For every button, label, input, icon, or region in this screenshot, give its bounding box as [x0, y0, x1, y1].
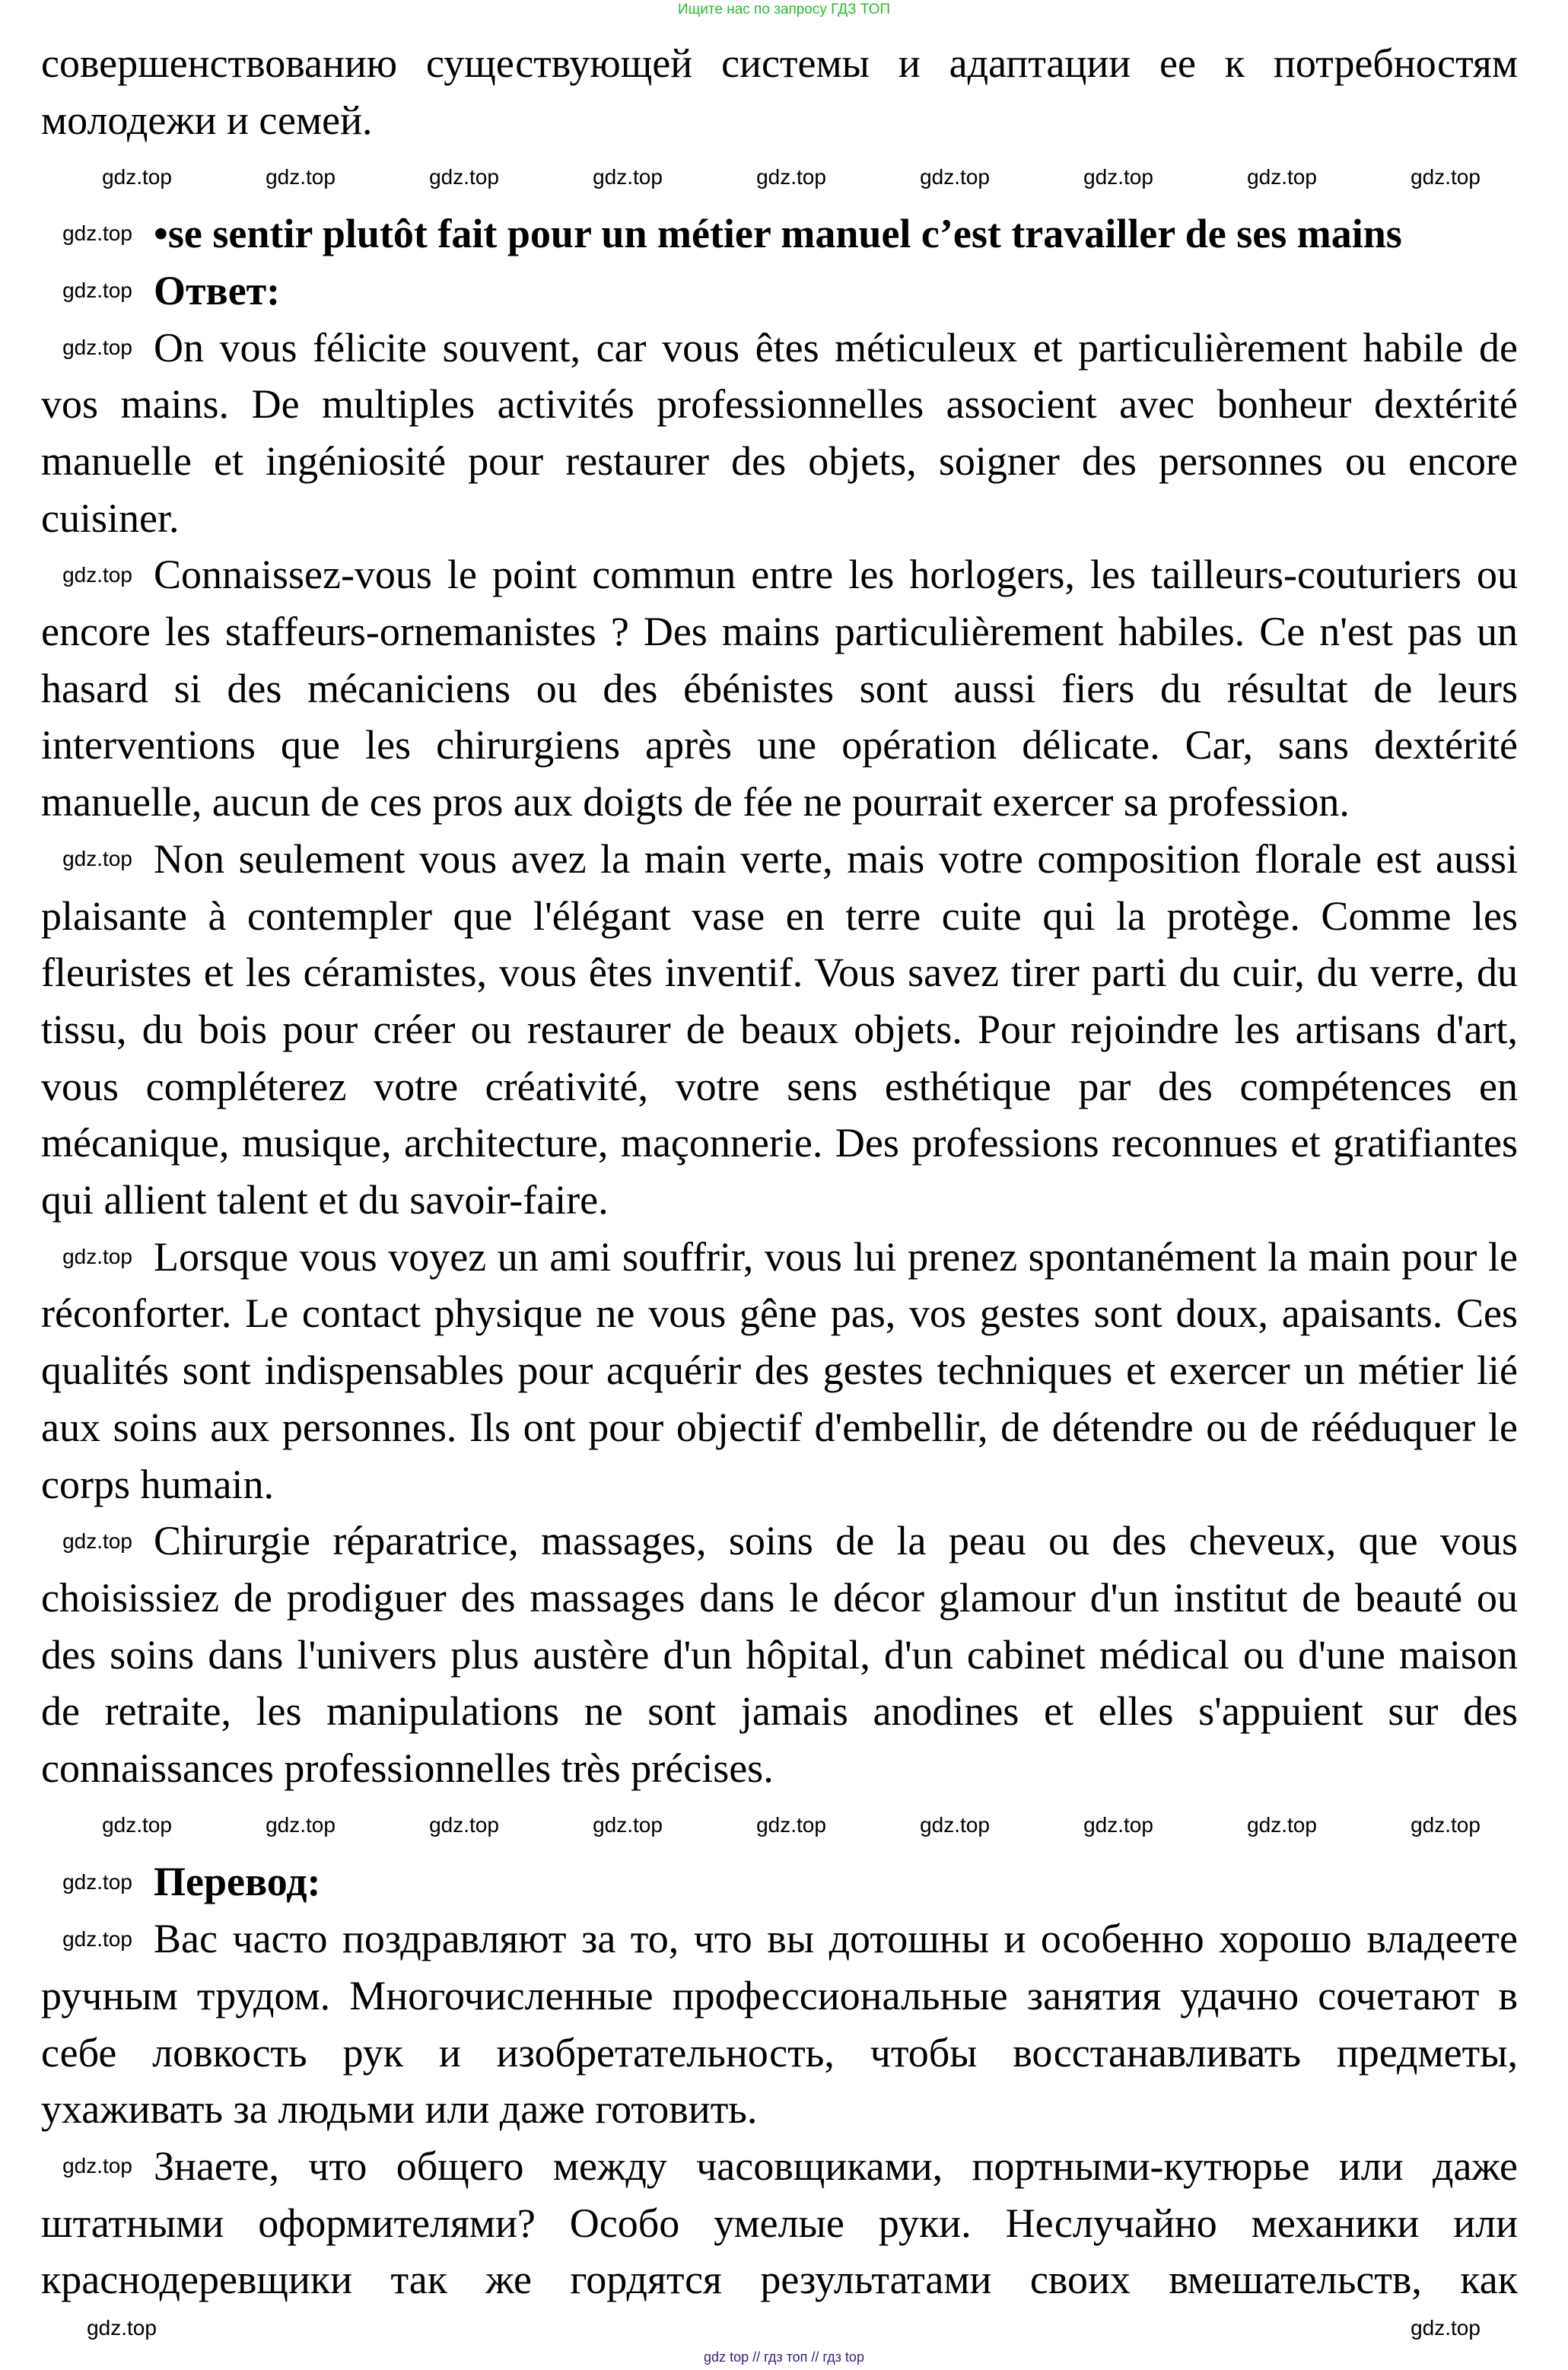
watermark: gdz.top — [87, 2316, 157, 2340]
paragraph: Non seulement vous avez la main verte, mais votre composition florale est aussi plaisante à contempler que l'élégant vase en terre cuite qui la protège. Comme les fleuristes et les céramistes, vous êtes inventif. Vous savez tirer parti du cuir, du verre, du tissu, du bois pour créer ou restaurer de beaux objets. Pour rejoindre les artisans d'art, vous compléterez votre créativité, votre sens esthétique par des compétences en mécanique, musique, architecture, maçonnerie. Des professions reconnues et gratifiantes qui allient talent et du savoir-faire. — [41, 835, 1518, 1223]
watermark: gdz.top — [266, 1813, 336, 1837]
watermark: gdz.top — [62, 562, 132, 587]
watermark: gdz.top — [62, 335, 132, 359]
top-banner[interactable]: Ищите нас по запросу ГДЗ ТОП — [677, 2, 891, 17]
watermark: gdz.top — [1247, 1813, 1317, 1837]
paragraph: Connaissez-vous le point commun entre les horlogers, les tailleurs-couturiers ou encore les staffeurs-ornemanistes ? Des mains particulièrement habiles. Ce n'est pas un hasard si des mécaniciens ou des ébénistes sont aussi fiers du résultat de leurs interventions que les chirurgiens après une opération délicate. Car, sans dextérité manuelle, aucun de ces pros aux doigts de fée ne pourrait exercer sa profession. — [41, 552, 1518, 826]
watermark: gdz.top — [62, 278, 132, 303]
watermark: gdz.top — [62, 1529, 132, 1553]
watermark: gdz.top — [1247, 164, 1317, 189]
answer-label: Ответ: — [154, 267, 281, 313]
bottom-banner[interactable]: gdz top // гдз топ // гдз top — [704, 2349, 864, 2365]
watermark: gdz.top — [1083, 164, 1153, 189]
paragraph: Вас часто поздравляют за то, что вы дотошны и особенно хорошо владеете ручным трудом. Многочисленные профессиональные занятия удачно сочетают в себе ловкость рук и изобретательность, чтобы восстанавливать предметы, ухаживать за людьми или даже готовить. — [41, 1916, 1518, 2133]
document-body — [41, 35, 1518, 2308]
watermark: gdz.top — [62, 1245, 132, 1269]
watermark: gdz.top — [756, 164, 826, 189]
watermark: gdz.top — [266, 164, 336, 189]
paragraph: Chirurgie réparatrice, massages, soins de la peau ou des cheveux, que vous choisissiez de prodiguer des massages dans le décor glamour d'un institut de beauté ou des soins dans l'univers plus austère d'un hôpital, d'un cabinet médical ou d'une maison de retraite, les manipulations ne sont jamais anodines et elles s'appuient sur des connaissances professionnelles très précises. — [41, 1518, 1518, 1792]
section-heading: •se sentir plutôt fait pour un métier manuel c’est travailler de ses mains — [154, 211, 1402, 257]
watermark: gdz.top — [102, 164, 172, 189]
watermark: gdz.top — [62, 847, 132, 871]
watermark: gdz.top — [1411, 164, 1481, 189]
watermark: gdz.top — [102, 1813, 172, 1837]
translation-label: Перевод: — [154, 1859, 321, 1905]
watermark: gdz.top — [920, 1813, 990, 1837]
watermark: gdz.top — [1083, 1813, 1153, 1837]
watermark: gdz.top — [593, 1813, 663, 1837]
watermark: gdz.top — [62, 1926, 132, 1951]
paragraph: совершенствованию существующей системы и адаптации ее к потребностям молодежи и семей. — [41, 40, 1518, 143]
watermark: gdz.top — [1411, 2316, 1481, 2340]
paragraph: Lorsque vous voyez un ami souffrir, vous lui prenez spontanément la main pour le réconforter. Le contact physique ne vous gêne pas, vos gestes sont doux, apaisants. Ces qualités sont indispensables pour acquérir des gestes techniques et exercer un métier lié aux soins aux personnes. Ils ont pour objectif d'embellir, de détendre ou de rééduquer le corps humain. — [41, 1233, 1518, 1507]
watermark: gdz.top — [62, 2154, 132, 2178]
watermark: gdz.top — [593, 164, 663, 189]
watermark: gdz.top — [429, 1813, 499, 1837]
watermark: gdz.top — [429, 164, 499, 189]
watermark: gdz.top — [62, 1869, 132, 1894]
watermark: gdz.top — [920, 164, 990, 189]
watermark: gdz.top — [1411, 1813, 1481, 1837]
watermark: gdz.top — [62, 221, 132, 246]
watermark: gdz.top — [756, 1813, 826, 1837]
paragraph: Знаете, что общего между часовщиками, портными-кутюрье или даже штатными оформителями? Особо умелые руки. Неслучайно механики или краснодеревщики так же гордятся результатами своих вмешательств, как — [41, 2143, 1518, 2303]
paragraph: On vous félicite souvent, car vous êtes méticuleux et particulièrement habile de vos mains. De multiples activités professionnelles associent avec bonheur dextérité manuelle et ingéniosité pour restaurer des objets, soigner des personnes ou encore cuisiner. — [41, 324, 1518, 541]
